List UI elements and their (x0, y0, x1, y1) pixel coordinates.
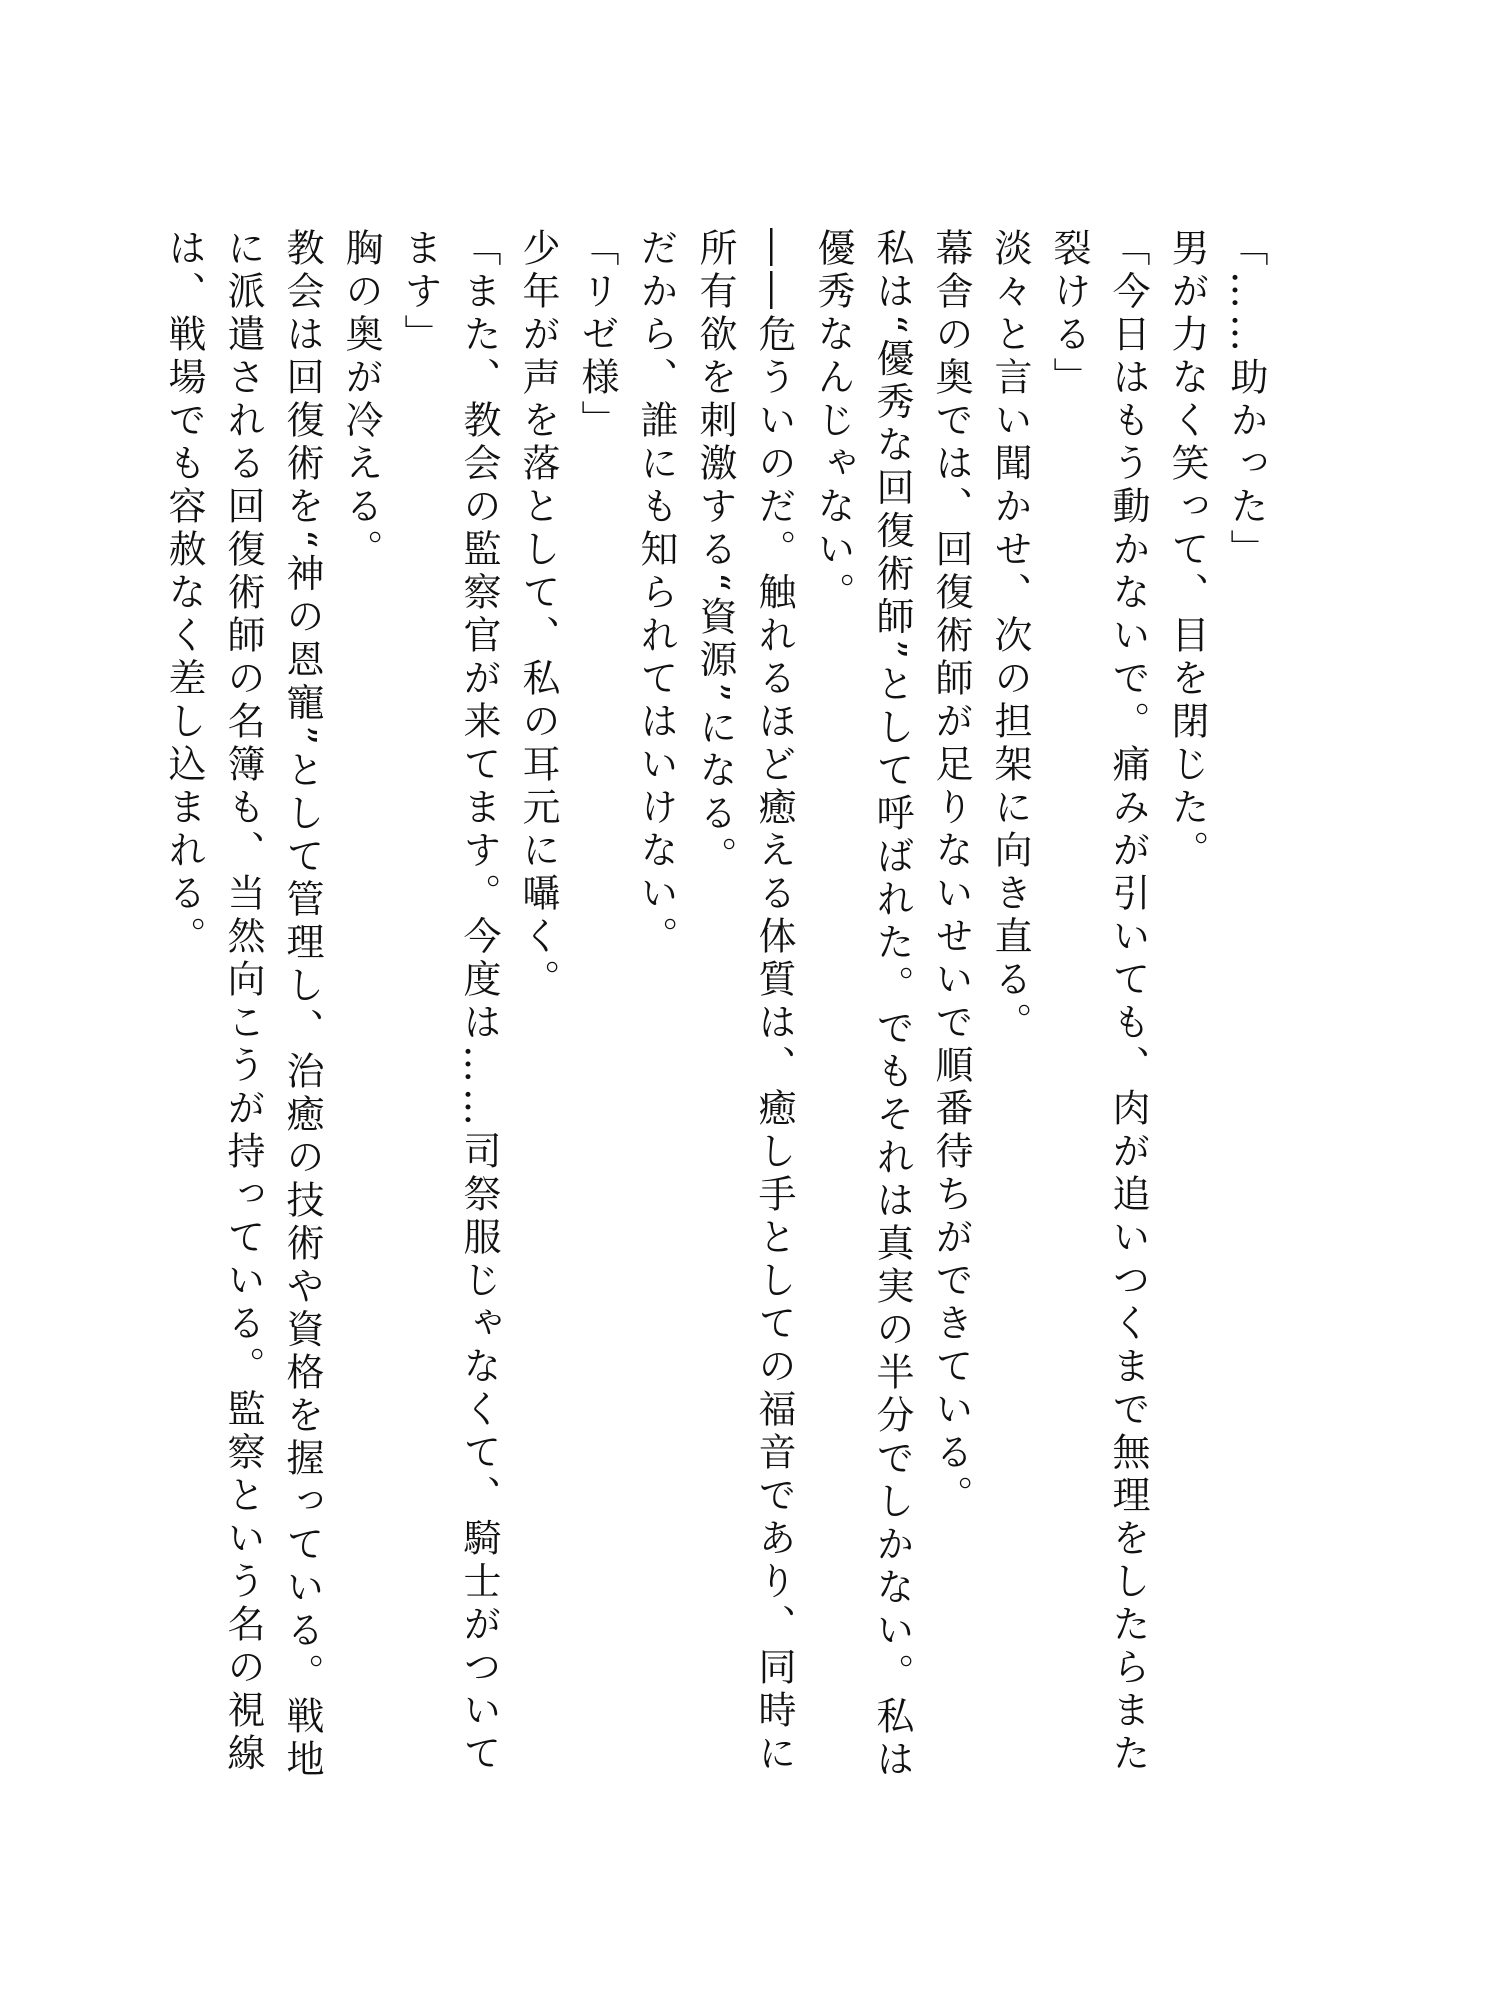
text-line-12: 胸の奥が冷える。 (339, 228, 383, 572)
text-line-11: 「また、教会の監察官が来てます。今度は……司祭服じゃなくて、騎士がついてます」 (398, 228, 501, 1776)
text-line-6: 私は“優秀な回復術師”として呼ばれた。でもそれは真実の半分でしかない。私は優秀なんじゃない。 (811, 228, 914, 1782)
text-line-8: だから、誰にも知られてはいけない。 (634, 228, 678, 959)
text-line-2: 男が力なく笑って、目を閉じた。 (1165, 228, 1209, 873)
text-line-3: 「今日はもう動かないで。痛みが引いても、肉が追いつくまで無理をしたらまた裂ける」 (1047, 228, 1150, 1776)
text-line-1: 「……助かった」 (1224, 228, 1268, 572)
text-line-7: ――危ういのだ。触れるほど癒える体質は、癒し手としての福音であり、同時に所有欲を刺激する“資源”になる。 (693, 228, 796, 1776)
text-line-13: 教会は回復術を“神の恩寵”として管理し、治癒の技術や資格を握っている。戦地に派遣される回復術師の名簿も、当然向こうが持っている。監察という名の視線は、戦場でも容赦なく差し込まれる。 (162, 228, 324, 1782)
text-line-5: 幕舎の奥では、回復術師が足りないせいで順番待ちができている。 (929, 228, 973, 1518)
text-line-4: 淡々と言い聞かせ、次の担架に向き直る。 (988, 228, 1032, 1045)
text-line-10: 少年が声を落として、私の耳元に囁く。 (516, 228, 560, 1002)
vertical-text-body (162, 228, 1275, 1788)
text-line-9: 「リゼ様」 (575, 228, 619, 443)
